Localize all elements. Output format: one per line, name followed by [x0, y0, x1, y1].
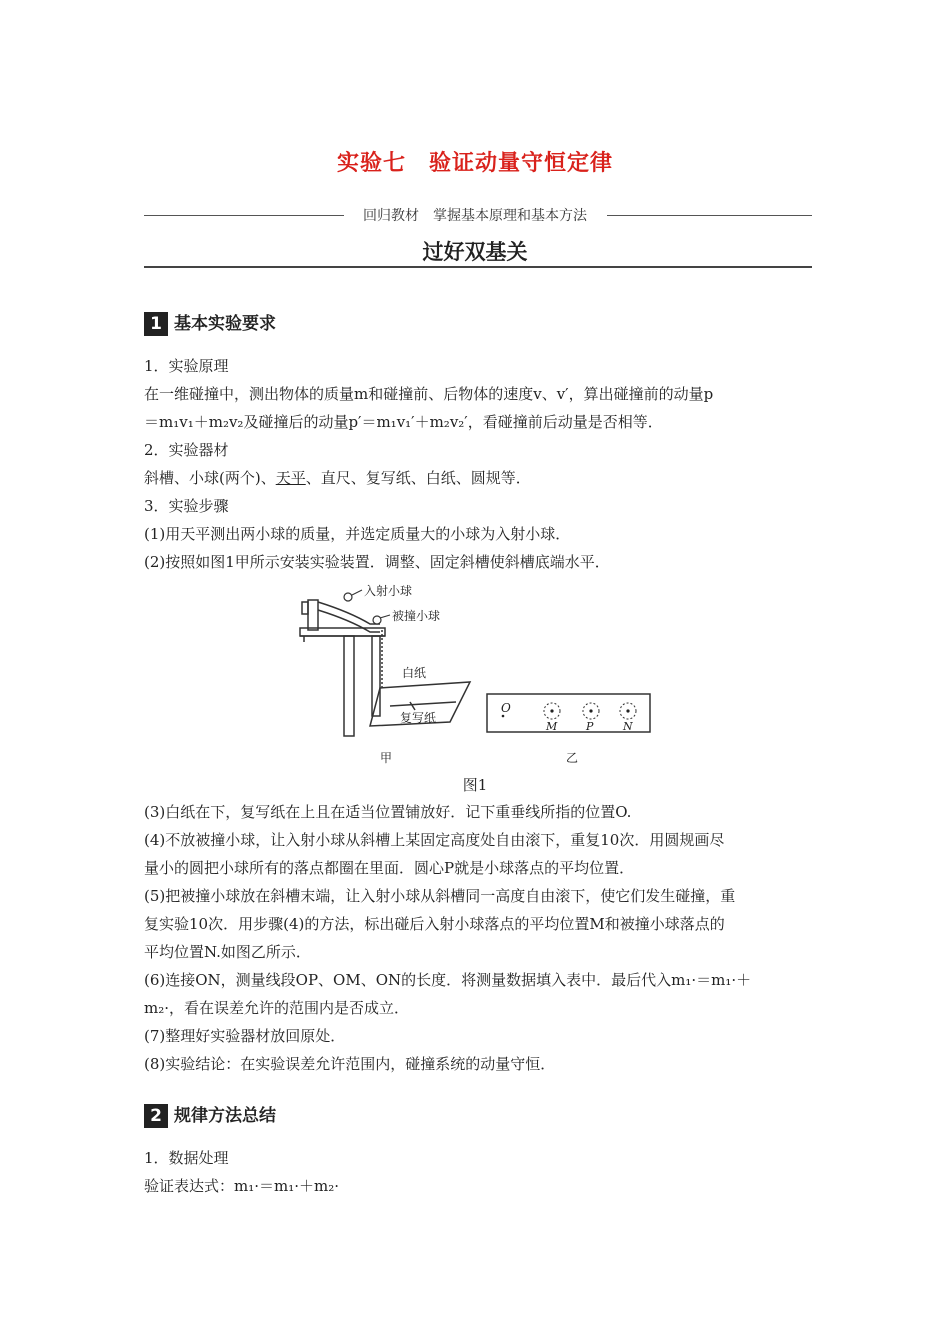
label-P: P: [586, 720, 594, 733]
figure-caption: 图1: [462, 776, 488, 794]
block2-number-badge: 2: [144, 1104, 168, 1128]
apparatus-drawing: [300, 600, 470, 736]
text-line: 1．数据处理: [144, 1149, 229, 1167]
text-line: [144, 468, 814, 488]
text-line: (8)实验结论：在实验误差允许范围内，碰撞系统的动量守恒．: [144, 1055, 556, 1073]
text-line: (3)白纸在下，复写纸在上且在适当位置铺放好．记下重垂线所指的位置O.: [144, 803, 632, 821]
text-line: 1．实验原理: [144, 357, 229, 375]
stand-post: [308, 600, 318, 630]
text-line: (2)按照如图1甲所示安装实验装置．调整、固定斜槽使斜槽底端水平．: [144, 553, 610, 571]
text-line: m₂·，看在误差允许的范围内是否成立．: [144, 999, 410, 1017]
incident-ball: [344, 593, 352, 601]
text-line: (5)把被撞小球放在斜槽末端，让入射小球从斜槽同一高度自由滚下，使它们发生碰撞，重: [144, 887, 736, 905]
subtitle: [0, 205, 950, 225]
point-M: [550, 709, 553, 712]
subtitle-text: 回归教材 掌握基本原理和基本方法: [357, 208, 593, 224]
block1-number-badge: 1: [144, 312, 168, 336]
text-line: ＝m₁v₁＋m₂v₂及碰撞后的动量p′＝m₁v₁′＋m₂v₂′，看碰撞前后动量是否相等．: [144, 413, 663, 431]
leader-line-incident: [352, 590, 362, 595]
block2-title: 规律方法总结: [174, 1106, 276, 1126]
text-line: 2．实验器材: [144, 441, 229, 459]
text-line: 复实验10次．用步骤(4)的方法，标出碰后入射小球落点的平均位置M和被撞小球落点的: [144, 915, 725, 933]
text-line: (4)不放被撞小球，让入射小球从斜槽上某固定高度处自由滚下，重复10次．用圆规画尽: [144, 831, 725, 849]
target-ball: [373, 616, 381, 624]
block1-title: 基本实验要求: [174, 314, 276, 334]
label-N: N: [623, 720, 633, 733]
label-M: M: [546, 720, 558, 733]
text-line: 3．实验步骤: [144, 497, 229, 515]
text-line: 验证表达式：m₁·＝m₁·＋m₂·: [144, 1177, 340, 1195]
experiment-figure: [290, 580, 670, 770]
text-segment: 斜槽、小球(两个)、: [144, 469, 276, 487]
text-line: (6)连接ON，测量线段OP、OM、ON的长度．将测量数据填入表中．最后代入m₁·＝m₁·＋: [144, 971, 752, 989]
point-N: [626, 709, 629, 712]
label-O: O: [501, 701, 511, 715]
heading-rule: [144, 266, 812, 268]
label-incident-ball: 入射小球: [364, 584, 413, 598]
text-line: (1)用天平测出两小球的质量，并选定质量大的小球为入射小球．: [144, 525, 571, 543]
text-line: 量小的圆把小球所有的落点都圈在里面．圆心P就是小球落点的平均位置．: [144, 859, 635, 877]
label-jia: 甲: [380, 751, 393, 765]
page-title: 实验七 验证动量守恒定律: [336, 151, 613, 176]
block2-heading: [144, 1104, 276, 1128]
block1-heading: [144, 312, 276, 336]
underlined-term: 天平: [275, 469, 306, 487]
label-yi: 乙: [566, 751, 579, 765]
text-line: 在一维碰撞中，测出物体的质量m和碰撞前、后物体的速度v、v′，算出碰撞前的动量p: [144, 385, 714, 403]
point-O: [502, 715, 505, 718]
label-white-paper: 白纸: [402, 666, 427, 680]
label-carbon-paper: 复写纸: [400, 711, 437, 725]
text-line: 平均位置N.如图乙所示．: [144, 943, 311, 961]
text-line: (7)整理好实验器材放回原处．: [144, 1027, 346, 1045]
leader-line-target: [380, 615, 390, 618]
stand-clamp: [302, 602, 308, 614]
section-heading: 过好双基关: [422, 240, 528, 264]
text-segment: 、直尺、复写纸、白纸、圆规等．: [305, 469, 531, 487]
label-target-ball: 被撞小球: [392, 609, 441, 623]
table-leg-front: [344, 636, 354, 736]
point-P: [589, 709, 592, 712]
